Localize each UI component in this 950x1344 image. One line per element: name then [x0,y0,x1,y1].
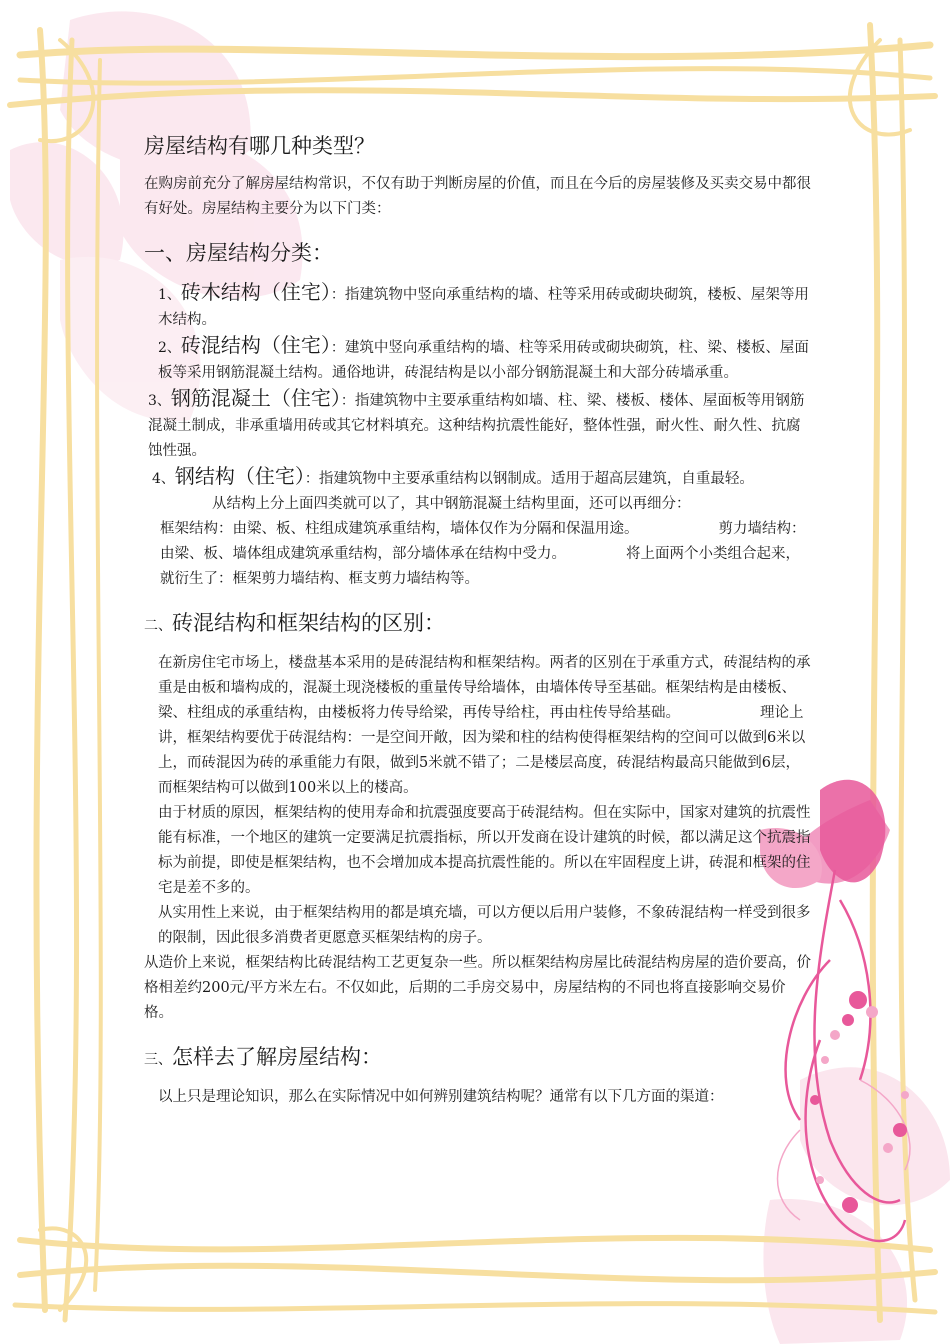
item-lead: 砖木结构（住宅） [180,280,331,304]
section2-paragraph-1: 在新房住宅市场上，楼盘基本采用的是砖混结构和框架结构。两者的区别在于承重方式，砖混结构的承重是由板和墙构成的，混凝土现浇楼板的重量传导给墙体，由墙体传导至基础。框架结构是由楼板、梁、柱组成的承重结构，由楼板将力传导给梁，再传导给柱，再由柱传导给基础。 理论上讲，框架结构要优于砖混结构：一是空间开敞，因为梁和柱的结构使得框架结构的空间可以做到6米以上，而砖混因为砖的承重能力有限，做到5米就不错了；二是楼层高度，砖混结构最高只能做到6层，而框架结构可以做到100米以上的楼高。 [158,655,811,796]
item-lead: 钢结构（住宅） [174,464,305,488]
item-text: 指建筑物中主要承重结构如墙、柱、梁、楼板、楼体、屋面板等用钢筋混凝土制成，非承重墙用砖或其它材料填充。这种结构抗震性能好，整体性强，耐火性、耐久性、抗腐蚀性强。 [148,393,805,459]
section3-heading: 三、怎样去了解房屋结构： [144,1045,382,1069]
item-brick-wood: 1、砖木结构（住宅）：指建筑物中竖向承重结构的墙、柱等采用砖或砌块砌筑，楼板、屋架等用木结构。 [158,280,809,328]
item-reinforced-concrete: 3、钢筋混凝土（住宅）：指建筑物中主要承重结构如墙、柱、梁、楼板、楼体、屋面板等用钢筋混凝土制成，非承重墙用砖或其它材料填充。这种结构抗震性能好，整体性强，耐火性、耐久性、抗腐蚀性强。 [148,386,805,459]
item-number: 3、 [148,393,171,409]
item-lead: 钢筋混凝土（住宅） [170,386,341,410]
subdivision-note: 从结构上分上面四类就可以了，其中钢筋混凝土结构里面，还可以再细分： [212,496,691,512]
item-steel: 4、钢结构（住宅）：指建筑物中主要承重结构以钢制成。适用于超高层建筑，自重最轻。从结构上分上面四类就可以了，其中钢筋混凝土结构里面，还可以再细分： [152,464,754,512]
section3-paragraph-1: 以上只是理论知识，那么在实际情况中如何辨别建筑结构呢？通常有以下几方面的渠道： [158,1089,724,1105]
shear-wall-note: 剪力墙结构：由梁、板、墙体组成建筑承重结构，部分墙体承在结构中受力。 [160,521,806,562]
item-text: 指建筑物中主要承重结构以钢制成。适用于超高层建筑，自重最轻。 [318,471,754,487]
item-brick-concrete: 2、砖混结构（住宅）：建筑中竖向承重结构的墙、柱等采用砖或砌块砌筑，柱、梁、楼板、屋面板等采用钢筋混凝土结构。通俗地讲，砖混结构是以小部分钢筋混凝土和大部分砖墙承重。 [158,333,809,381]
item-number: 2、 [158,340,181,356]
frame-structure-note: 框架结构：由梁、板、柱组成建筑承重结构，墙体仅作为分隔和保温用途。 剪力墙结构：由梁、板、墙体组成建筑承重结构，部分墙体承在结构中受力。 将上面两个小类组合起来，就衍生了：框架剪力墙结构、框支剪力墙结构等。 [160,521,806,587]
item-text: 建筑中竖向承重结构的墙、柱等采用砖或砌块砌筑，柱、梁、楼板、屋面板等采用钢筋混凝土结构。通俗地讲，砖混结构是以小部分钢筋混凝土和大部分砖墙承重。 [158,340,809,381]
intro-paragraph: 在购房前充分了解房屋结构常识，不仅有助于判断房屋的价值，而且在今后的房屋装修及买卖交易中都很有好处。房屋结构主要分为以下门类： [144,176,811,217]
item-number: 4、 [152,471,175,487]
section2-paragraph-2: 由于材质的原因，框架结构的使用寿命和抗震强度要高于砖混结构。但在实际中，国家对建筑的抗震性能有标准，一个地区的建筑一定要满足抗震指标，所以开发商在设计建筑的时候，都以满足这个抗震指标为前提，即使是框架结构，也不会增加成本提高抗震性能的。所以在牢固程度上讲，砖混和框架的住宅是差不多的。 [158,805,811,896]
section2-heading: 二、砖混结构和框架结构的区别： [144,611,445,635]
item-lead: 砖混结构（住宅） [180,333,331,357]
section2-paragraph-4: 从造价上来说，框架结构比砖混结构工艺更复杂一些。所以框架结构房屋比砖混结构房屋的造价要高，价格相差约200元/平方米左右。不仅如此，后期的二手房交易中，房屋结构的不同也将直接影响交易价格。 [144,955,811,1021]
page-title: 房屋结构有哪几种类型？ [144,134,375,158]
section1-heading: 一、房屋结构分类： [144,241,333,265]
document-body [144,130,812,1110]
section2-paragraph-3: 从实用性上来说，由于框架结构用的都是填充墙，可以方便以后用户装修，不象砖混结构一样受到很多的限制，因此很多消费者更愿意买框架结构的房子。 [158,905,811,946]
item-text: 指建筑物中竖向承重结构的墙、柱等采用砖或砌块砌筑，楼板、屋架等用木结构。 [158,287,809,328]
combination-note: 将上面两个小类组合起来，就衍生了：框架剪力墙结构、框支剪力墙结构等。 [160,546,800,587]
item-number: 1、 [158,287,181,303]
